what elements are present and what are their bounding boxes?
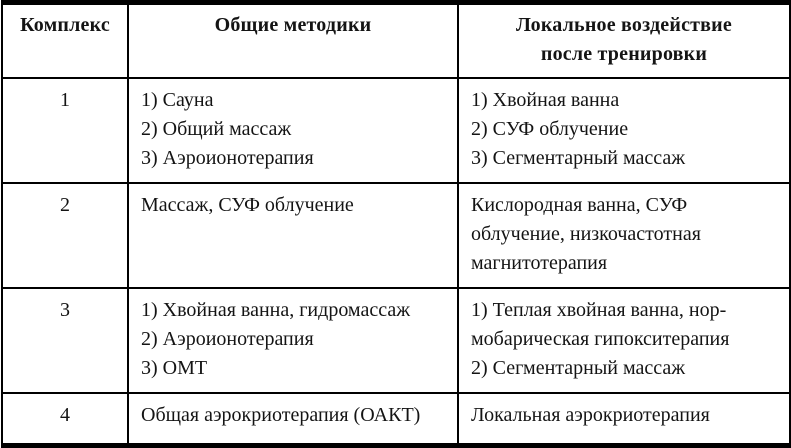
general-methods-cell bbox=[128, 183, 458, 288]
table-row bbox=[2, 183, 790, 288]
header-row bbox=[2, 3, 790, 79]
table-row bbox=[2, 288, 790, 393]
text-line: 2) Общий массаж bbox=[141, 118, 292, 140]
text-line: мобарическая гипокситерапия bbox=[471, 328, 730, 350]
complex-number-cell: 1 bbox=[2, 78, 128, 183]
text-line: 1) Сауна bbox=[141, 89, 214, 111]
general-methods-cell bbox=[128, 78, 458, 183]
column-header-general-methods: Общие методики bbox=[128, 3, 458, 79]
local-treatment-cell bbox=[458, 78, 790, 183]
text-line: 3) Аэроионотерапия bbox=[141, 147, 314, 169]
column-header-local-treatment bbox=[458, 3, 790, 79]
table-row bbox=[2, 393, 790, 446]
recovery-methods-table bbox=[1, 0, 791, 448]
text-line: 1) Хвойная ванна, гидромассаж bbox=[141, 299, 411, 321]
text-line: 3) Сегментарный массаж bbox=[471, 147, 686, 169]
text-line: Общая аэрокриотерапия (ОАКТ) bbox=[141, 404, 421, 426]
text-line: Локальное воздействие bbox=[516, 14, 732, 36]
text-line: Локальная аэрокриотерапия bbox=[471, 404, 710, 426]
column-header-complex: Комплекс bbox=[2, 3, 128, 79]
complex-number-cell: 4 bbox=[2, 393, 128, 446]
text-line: 1) Теплая хвойная ванна, нор- bbox=[471, 299, 727, 321]
text-line: 2) Сегментарный массаж bbox=[471, 357, 686, 379]
text-line: Массаж, СУФ облучение bbox=[141, 194, 354, 216]
complex-number-cell: 3 bbox=[2, 288, 128, 393]
recovery-methods-table-container bbox=[1, 0, 789, 448]
complex-number-cell: 2 bbox=[2, 183, 128, 288]
text-line: облучение, низкочастотная bbox=[471, 223, 701, 245]
text-line: 3) ОМТ bbox=[141, 357, 208, 379]
text-line: Кислородная ванна, СУФ bbox=[471, 194, 688, 216]
text-line: 2) СУФ облучение bbox=[471, 118, 629, 140]
text-line: магнитотерапия bbox=[471, 252, 608, 274]
text-line: 2) Аэроионотерапия bbox=[141, 328, 314, 350]
text-line: 1) Хвойная ванна bbox=[471, 89, 620, 111]
general-methods-cell bbox=[128, 393, 458, 446]
text-line: после тренировки bbox=[540, 43, 708, 65]
local-treatment-cell bbox=[458, 288, 790, 393]
local-treatment-cell bbox=[458, 393, 790, 446]
general-methods-cell bbox=[128, 288, 458, 393]
table-row bbox=[2, 78, 790, 183]
local-treatment-cell bbox=[458, 183, 790, 288]
